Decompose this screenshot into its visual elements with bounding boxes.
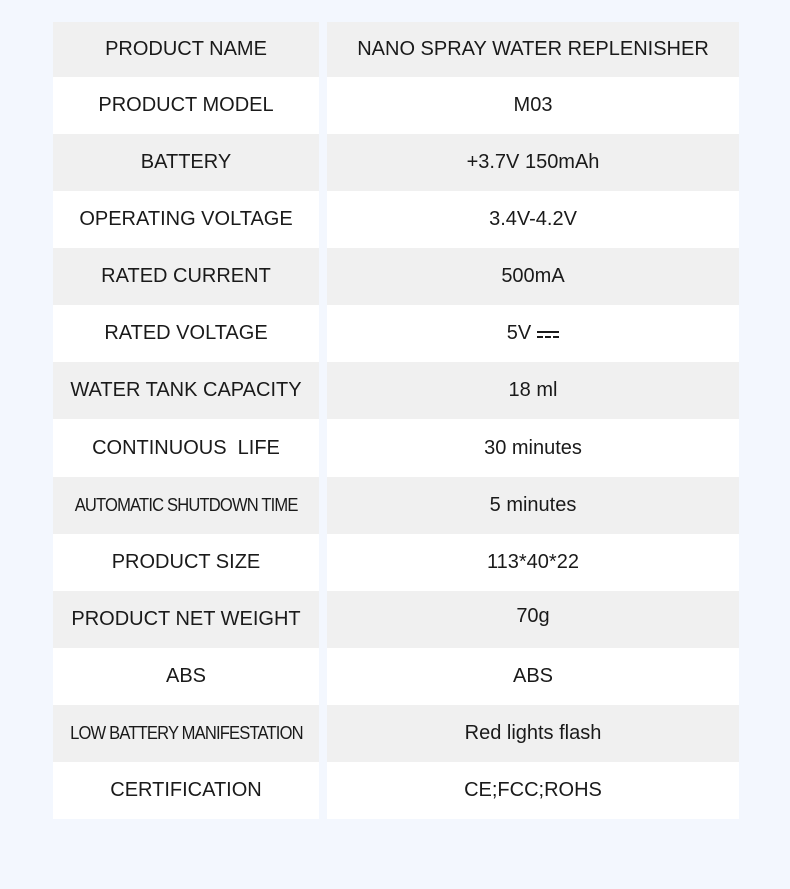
spec-table [53, 22, 739, 819]
spec-row-low-battery-manifestation [53, 705, 739, 762]
spec-label: PRODUCT SIZE [53, 534, 319, 591]
spec-label: RATED VOLTAGE [53, 305, 319, 362]
spec-row-abs [53, 648, 739, 705]
spec-value: 3.4V-4.2V [327, 191, 739, 248]
spec-value: +3.7V 150mAh [327, 134, 739, 191]
spec-row-product-size [53, 534, 739, 591]
spec-row-rated-current [53, 248, 739, 305]
spec-row-certification [53, 762, 739, 819]
spec-label: BATTERY [53, 134, 319, 191]
spec-label: AUTOMATIC SHUTDOWN TIME [74, 495, 298, 515]
spec-label: OPERATING VOLTAGE [53, 191, 319, 248]
spec-value: 30 minutes [327, 419, 739, 477]
spec-label: RATED CURRENT [53, 248, 319, 305]
spec-value: 70g [327, 591, 739, 648]
spec-value: 113*40*22 [327, 534, 739, 591]
spec-row-battery [53, 134, 739, 191]
spec-label: WATER TANK CAPACITY [53, 362, 319, 419]
spec-value: M03 [327, 77, 739, 134]
spec-value: NANO SPRAY WATER REPLENISHER [327, 22, 739, 77]
spec-row-product-net-weight [53, 591, 739, 648]
spec-row-automatic-shutdown-time [53, 477, 739, 534]
spec-label: PRODUCT NET WEIGHT [53, 591, 319, 648]
spec-value: 18 ml [327, 362, 739, 419]
spec-label-cell [53, 705, 319, 762]
spec-row-operating-voltage [53, 191, 739, 248]
spec-label: CONTINUOUS LIFE [53, 419, 319, 477]
spec-label-cell [53, 477, 319, 534]
spec-row-product-model [53, 77, 739, 134]
spec-row-water-tank-capacity [53, 362, 739, 419]
spec-value: 500mA [327, 248, 739, 305]
spec-row-rated-voltage [53, 305, 739, 362]
spec-value: 5V [506, 322, 532, 344]
spec-label: CERTIFICATION [53, 762, 319, 819]
spec-row-product-name [53, 22, 739, 77]
spec-row-continuous-life [53, 419, 739, 477]
spec-value: 5 minutes [327, 477, 739, 534]
spec-value: CE;FCC;ROHS [327, 762, 739, 819]
spec-value: Red lights flash [327, 705, 739, 762]
spec-label: ABS [53, 648, 319, 705]
dc-current-icon [537, 330, 559, 339]
spec-value: ABS [327, 648, 739, 705]
spec-label: PRODUCT NAME [53, 22, 319, 77]
spec-value-rated-voltage [327, 305, 739, 362]
spec-label: LOW BATTERY MANIFESTATION [69, 723, 303, 743]
spec-label: PRODUCT MODEL [53, 77, 319, 134]
